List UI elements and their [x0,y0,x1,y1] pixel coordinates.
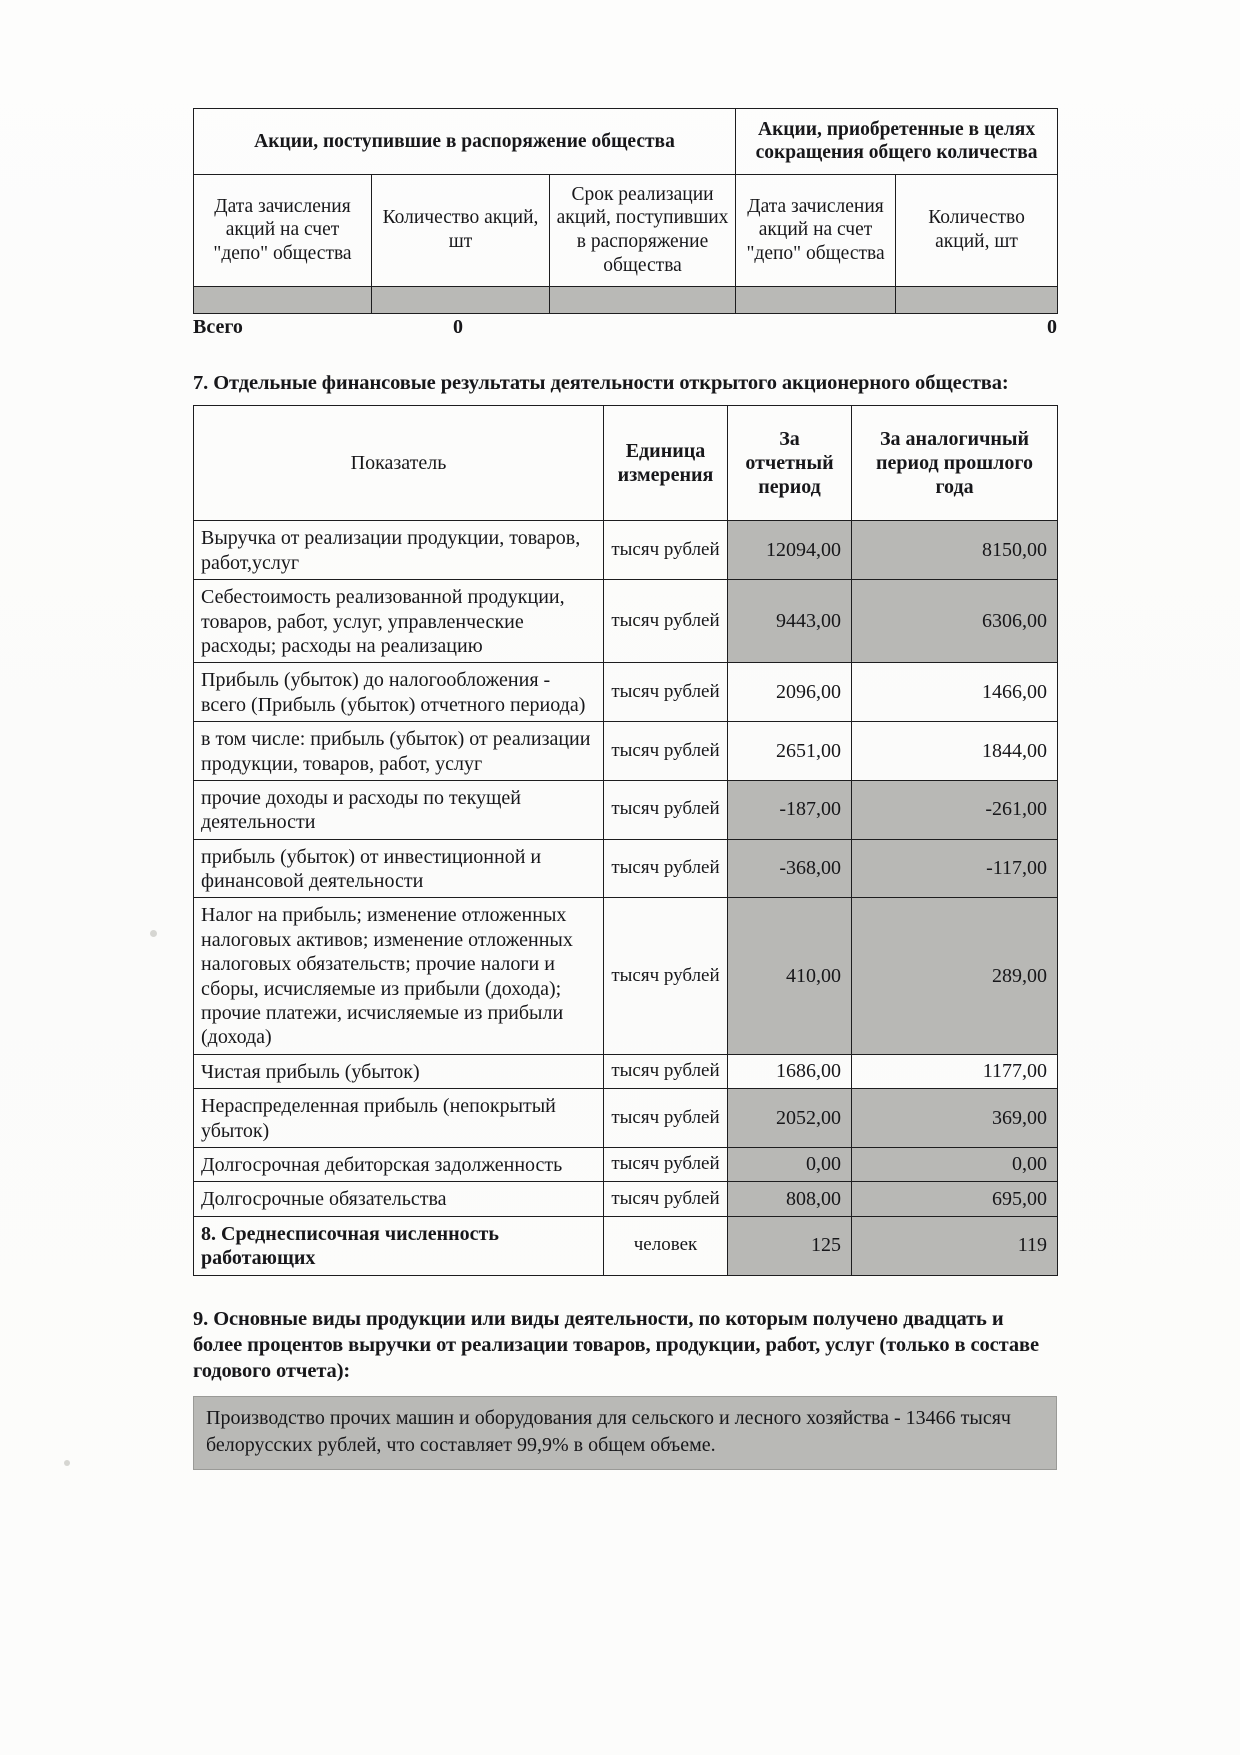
shares-cell-empty-4 [736,287,896,314]
financial-row-previous: 1466,00 [852,663,1058,722]
financial-row-unit: тысяч рублей [604,780,728,839]
financial-row-name: прибыль (убыток) от инвестиционной и финансовой деятельности [194,839,604,898]
financial-row-current: 12094,00 [728,521,852,580]
financial-row-current: 2052,00 [728,1089,852,1148]
financial-row-previous: 0,00 [852,1147,1058,1181]
shares-table [193,108,1058,314]
financial-row-name: Нераспределенная прибыль (непокрытый убыток) [194,1089,604,1148]
document-content [193,108,1057,1470]
shares-col-quantity-received: Количество акций, шт [372,174,550,286]
section-9-note-box [193,1396,1057,1470]
financial-row-name: Прибыль (убыток) до налогообложения - всего (Прибыль (убыток) отчетного периода) [194,663,604,722]
section-9-heading: 9. Основные виды продукции или виды деятельности, по которым получено двадцать и более процентов выручки от реализации товаров, продукции, работ, услуг (только в составе годового отчета): [193,1307,1039,1383]
financial-col-previous-period: За аналогичный период прошлого года [852,406,1058,521]
financial-row-unit: тысяч рублей [604,898,728,1054]
shares-group-header-received: Акции, поступившие в распоряжение общества [194,109,736,175]
financial-row-unit: тысяч рублей [604,1054,728,1088]
table-row [194,580,1058,663]
financial-row-unit: тысяч рублей [604,1147,728,1181]
table-row [194,1182,1058,1216]
shares-cell-empty-5 [896,287,1058,314]
financial-row-unit: тысяч рублей [604,1089,728,1148]
table-row [194,722,1058,781]
scan-speck [64,1460,70,1466]
financial-results-table [193,405,1058,1275]
financial-row-name: прочие доходы и расходы по текущей деятельности [194,780,604,839]
financial-row-previous: 6306,00 [852,580,1058,663]
table-row [194,1147,1058,1181]
shares-cell-empty-3 [550,287,736,314]
shares-cell-empty-1 [194,287,372,314]
shares-col-credit-date-received: Дата зачисления акций на счет "депо" общества [194,174,372,286]
financial-row-name: 8. Среднесписочная численность работающих [194,1216,604,1275]
table-row [194,1054,1058,1088]
shares-empty-data-row [194,287,1058,314]
financial-row-previous: 369,00 [852,1089,1058,1148]
section-7-heading: 7. Отдельные финансовые результаты деятельности открытого акционерного общества: [193,372,1009,395]
financial-row-previous: 1177,00 [852,1054,1058,1088]
financial-row-current: 9443,00 [728,580,852,663]
table-row [194,1089,1058,1148]
financial-row-name: Себестоимость реализованной продукции, товаров, работ, услуг, управленческие расходы; расходы на реализацию [194,580,604,663]
table-row [194,1216,1058,1275]
financial-col-current-period: За отчетный период [728,406,852,521]
table-row [194,898,1058,1054]
financial-table-body [194,521,1058,1275]
financial-header-row [194,406,1058,521]
financial-row-current: 410,00 [728,898,852,1054]
financial-row-current: 125 [728,1216,852,1275]
financial-row-previous: 695,00 [852,1182,1058,1216]
financial-row-current: 2651,00 [728,722,852,781]
shares-totals-value-received: 0 [453,316,463,339]
table-row [194,521,1058,580]
shares-group-header-acquired: Акции, приобретенные в целях сокращения общего количества [736,109,1058,175]
shares-column-header-row [194,174,1058,286]
financial-row-unit: тысяч рублей [604,521,728,580]
financial-row-current: -187,00 [728,780,852,839]
financial-row-name: Налог на прибыль; изменение отложенных налоговых активов; изменение отложенных налоговых обязательств; прочие налоги и сборы, исчисляемые из прибыли (дохода); прочие платежи, исчисляемые из прибыли (дохода) [194,898,604,1054]
shares-col-sale-term: Срок реализации акций, поступивших в распоряжение общества [550,174,736,286]
financial-row-unit: тысяч рублей [604,1182,728,1216]
shares-totals-row [193,316,1057,342]
shares-group-header-row [194,109,1058,175]
financial-row-previous: -261,00 [852,780,1058,839]
scan-speck [150,930,157,937]
shares-col-quantity-acquired: Количество акций, шт [896,174,1058,286]
financial-row-name: Долгосрочная дебиторская задолженность [194,1147,604,1181]
financial-row-name: в том числе: прибыль (убыток) от реализации продукции, товаров, работ, услуг [194,722,604,781]
financial-row-unit: человек [604,1216,728,1275]
financial-row-unit: тысяч рублей [604,580,728,663]
financial-col-indicator: Показатель [194,406,604,521]
financial-row-current: 1686,00 [728,1054,852,1088]
financial-row-unit: тысяч рублей [604,839,728,898]
financial-row-previous: 289,00 [852,898,1058,1054]
financial-row-current: 808,00 [728,1182,852,1216]
shares-totals-value-acquired: 0 [1047,316,1057,339]
financial-row-previous: 8150,00 [852,521,1058,580]
table-row [194,663,1058,722]
financial-row-previous: -117,00 [852,839,1058,898]
table-row [194,839,1058,898]
financial-col-unit: Единица измерения [604,406,728,521]
section-9-note-text: Производство прочих машин и оборудования для сельского и лесного хозяйства - 13466 тысяч белорусских рублей, что составляет 99,9% в общем объеме. [206,1407,1011,1456]
shares-cell-empty-2 [372,287,550,314]
financial-row-current: 0,00 [728,1147,852,1181]
financial-row-current: 2096,00 [728,663,852,722]
financial-row-unit: тысяч рублей [604,663,728,722]
financial-row-current: -368,00 [728,839,852,898]
shares-col-credit-date-acquired: Дата зачисления акций на счет "депо" общества [736,174,896,286]
financial-row-unit: тысяч рублей [604,722,728,781]
financial-row-previous: 119 [852,1216,1058,1275]
table-row [194,780,1058,839]
financial-row-name: Чистая прибыль (убыток) [194,1054,604,1088]
shares-totals-label: Всего [193,316,243,339]
financial-row-name: Долгосрочные обязательства [194,1182,604,1216]
financial-row-previous: 1844,00 [852,722,1058,781]
financial-row-name: Выручка от реализации продукции, товаров, работ,услуг [194,521,604,580]
